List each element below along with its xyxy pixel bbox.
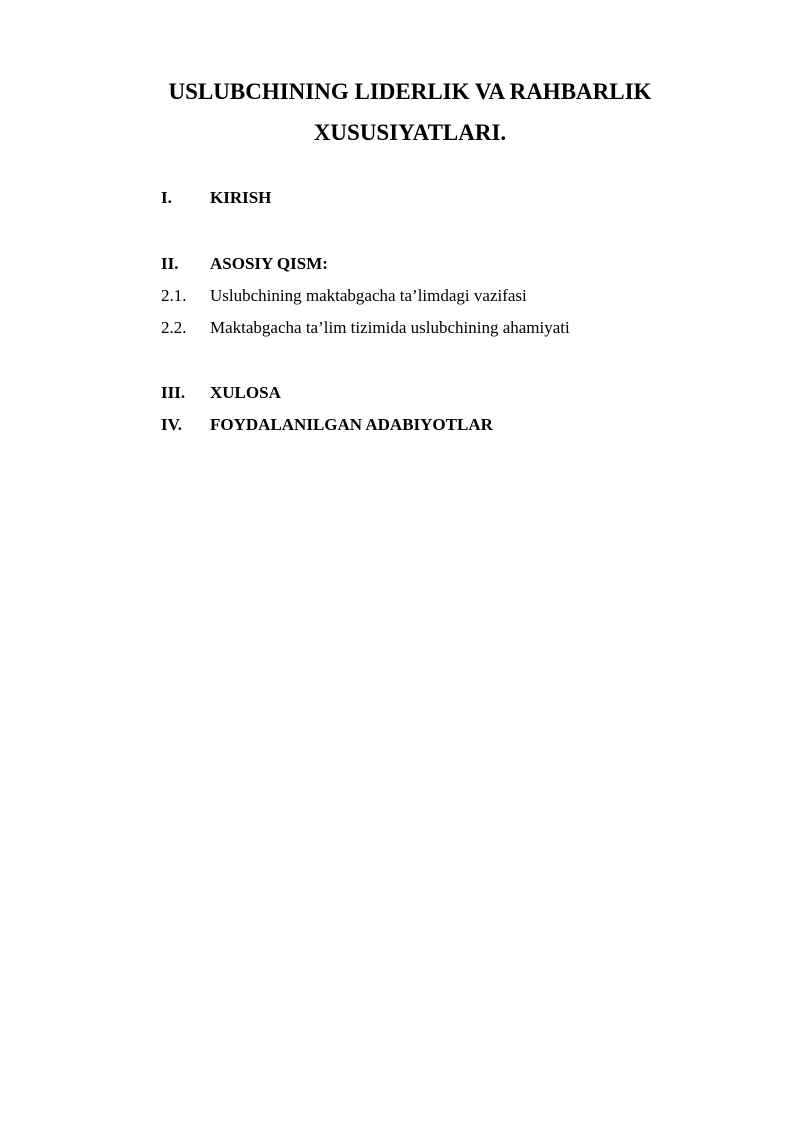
toc-item-number: IV. xyxy=(161,415,182,434)
toc-item-label: Uslubchining maktabgacha ta’limdagi vazifasi xyxy=(210,286,527,305)
document-title-line-2: XUSUSIYATLARI. xyxy=(313,120,507,145)
toc-item-label: Maktabgacha ta’lim tizimida uslubchining ahamiyati xyxy=(210,318,570,337)
toc-item-number: III. xyxy=(161,383,186,402)
toc-item-label: XULOSA xyxy=(210,383,281,402)
document-title-line-1: USLUBCHINING LIDERLIK VA RAHBARLIK xyxy=(168,79,652,104)
toc-item-number: 2.1. xyxy=(161,286,187,305)
toc-item-number: I. xyxy=(161,188,172,207)
toc-item-label: FOYDALANILGAN ADABIYOTLAR xyxy=(210,415,493,434)
toc-item-label: ASOSIY QISM: xyxy=(210,254,328,273)
toc-item-label: KIRISH xyxy=(210,188,272,207)
toc-item-number: II. xyxy=(161,254,179,273)
toc-item-number: 2.2. xyxy=(161,318,187,337)
